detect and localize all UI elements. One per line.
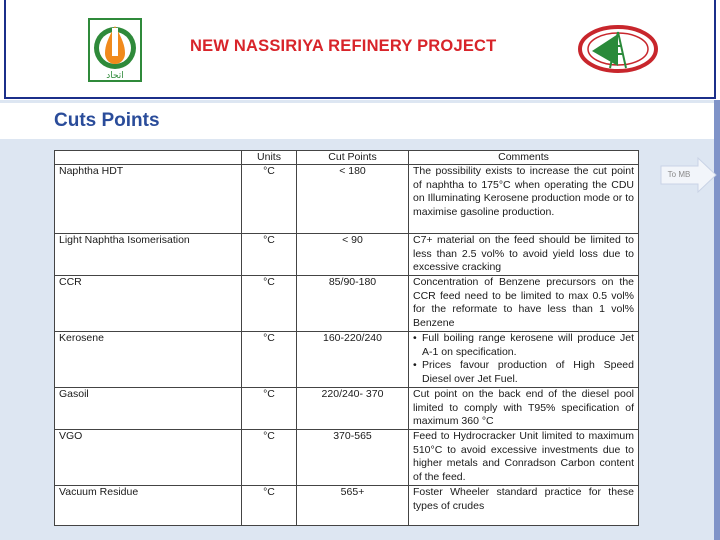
header-cut-points: Cut Points [297, 151, 409, 165]
cell-comments: The possibility exists to increase the cut point of naphtha to 175°C when operating the CDU on Illuminating Kerosene production mode or to maximise gasoline production. [409, 165, 639, 234]
header [0, 0, 720, 100]
table-row [55, 388, 639, 430]
refinery-drop-logo-icon [88, 18, 142, 82]
cell-units: °C [242, 388, 297, 430]
cell-units: °C [242, 276, 297, 332]
table-row [55, 430, 639, 486]
cell-name: Vacuum Residue [55, 486, 242, 526]
next-slide-label: To MB [667, 170, 691, 179]
cell-units: °C [242, 332, 297, 388]
svg-text:اتحاد: اتحاد [106, 71, 124, 81]
cell-comments [409, 332, 639, 388]
cell-name: VGO [55, 430, 242, 486]
cell-cut-points: 220/240- 370 [297, 388, 409, 430]
cell-comments: Cut point on the back end of the diesel pool limited to comply with T95% specification of maximum 360 °C [409, 388, 639, 430]
header-name [55, 151, 242, 165]
cell-units: °C [242, 486, 297, 526]
cell-name: Kerosene [55, 332, 242, 388]
cell-comments: Foster Wheeler standard practice for these types of crudes [409, 486, 639, 526]
comment-bullet-list [413, 332, 634, 386]
cell-cut-points: 160-220/240 [297, 332, 409, 388]
oil-derrick-logo-icon [578, 24, 658, 74]
comment-bullet: • Prices favour production of High Speed Diesel over Jet Fuel. [413, 359, 634, 386]
cut-points-table [54, 150, 639, 526]
cell-name: CCR [55, 276, 242, 332]
comment-bullet: • Full boiling range kerosene will produce Jet A-1 on specification. [413, 332, 634, 359]
cell-name: Naphtha HDT [55, 165, 242, 234]
table-row [55, 234, 639, 276]
header-comments: Comments [409, 151, 639, 165]
table-row [55, 486, 639, 526]
cell-comments: Feed to Hydrocracker Unit limited to maximum 510°C to avoid excessive investments due to higher metals and Conradson Carbon content of the feed. [409, 430, 639, 486]
cell-name: Light Naphtha Isomerisation [55, 234, 242, 276]
cell-name: Gasoil [55, 388, 242, 430]
cell-comments: C7+ material on the feed should be limited to less than 2.5 vol% to avoid yield loss due to excessive cracking [409, 234, 639, 276]
cell-comments: Concentration of Benzene precursors on the CCR feed need to be limited to max 0.5 vol% for the reformate to have less than 1 vol% Benzene [409, 276, 639, 332]
cell-cut-points: 85/90-180 [297, 276, 409, 332]
page-title: Cuts Points [54, 110, 160, 131]
table-row [55, 332, 639, 388]
table-header-row [55, 151, 639, 165]
cell-cut-points: < 180 [297, 165, 409, 234]
header-units: Units [242, 151, 297, 165]
table-row [55, 165, 639, 234]
cell-cut-points: < 90 [297, 234, 409, 276]
cell-cut-points: 370-565 [297, 430, 409, 486]
cell-cut-points: 565+ [297, 486, 409, 526]
cell-units: °C [242, 430, 297, 486]
table-row [55, 276, 639, 332]
header-title: NEW NASSIRIYA REFINERY PROJECT [190, 37, 497, 55]
cell-units: °C [242, 165, 297, 234]
cell-units: °C [242, 234, 297, 276]
